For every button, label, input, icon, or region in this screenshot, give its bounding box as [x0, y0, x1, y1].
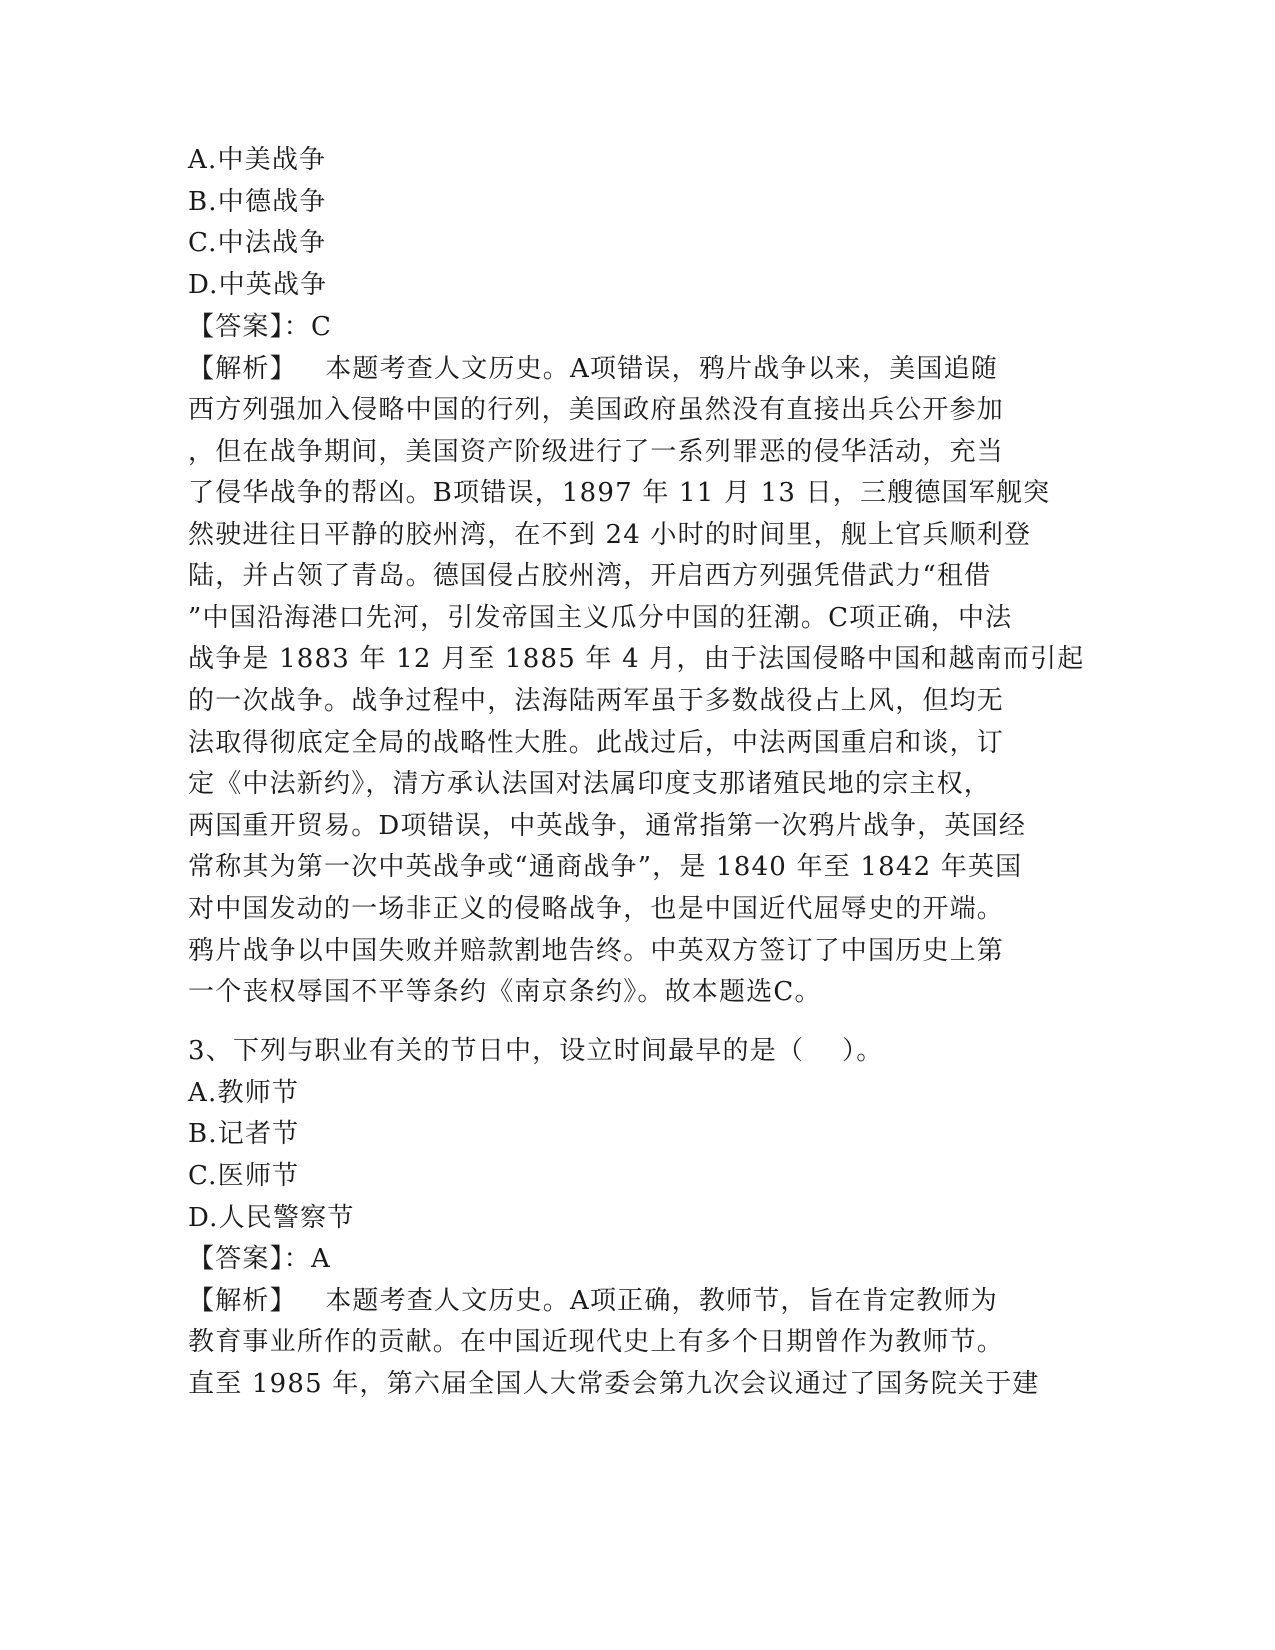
- q2-option-a: A.中美战争: [188, 145, 327, 175]
- q3-option-b: B.记者节: [188, 1119, 300, 1149]
- q2-analysis-line: 一个丧权辱国不平等条约《南京条约》。故本题选C。: [188, 977, 822, 1007]
- q2-analysis-line: 鸦片战争以中国失败并赔款割地告终。中英双方签订了中国历史上第: [188, 936, 1005, 966]
- q3-stem: 3、下列与职业有关的节日中，设立时间最早的是（ ）。: [188, 1036, 884, 1066]
- q3-analysis-line: 直至 1985 年，第六届全国人大常委会第九次会议通过了国务院关于建: [188, 1369, 1040, 1399]
- q2-analysis-line: 的一次战争。战争过程中，法海陆两军虽于多数战役占上风，但均无: [188, 686, 1005, 716]
- q2-analysis-line: 法取得彻底定全局的战略性大胜。此战过后，中法两国重启和谈，订: [188, 728, 1005, 758]
- q2-answer: 【答案】：C: [188, 312, 333, 342]
- q3-analysis-line: 【解析】 本题考查人文历史。A项正确，教师节，旨在肯定教师为: [188, 1286, 998, 1316]
- q2-option-d: D.中英战争: [188, 270, 328, 300]
- q2-analysis-line: ”中国沿海港口先河，引发帝国主义瓜分中国的狂潮。C项正确，中法: [188, 603, 1013, 633]
- q2-analysis-line: 常称其为第一次中英战争或“通商战争”，是 1840 年至 1842 年英国: [188, 852, 1023, 882]
- q2-analysis-line: 对中国发动的一场非正义的侵略战争，也是中国近代屈辱史的开端。: [188, 894, 1005, 924]
- q2-option-b: B.中德战争: [188, 187, 327, 217]
- q2-analysis-line: 【解析】 本题考查人文历史。A项错误，鸦片战争以来，美国追随: [188, 354, 998, 384]
- q3-option-a: A.教师节: [188, 1078, 300, 1108]
- q3-analysis-line: 教育事业所作的贡献。在中国近现代史上有多个日期曾作为教师节。: [188, 1327, 1005, 1357]
- q2-analysis-line: 陆，并占领了青岛。德国侵占胶州湾，开启西方列强凭借武力“租借: [188, 561, 992, 591]
- q2-analysis-line: 然驶进往日平静的胶州湾，在不到 24 小时的时间里，舰上官兵顺利登: [188, 520, 1032, 550]
- q2-analysis-line: 了侵华战争的帮凶。B项错误，1897 年 11 月 13 日，三艘德国军舰突: [188, 478, 1051, 508]
- q2-analysis-line: 定《中法新约》，清方承认法国对法属印度支那诸殖民地的宗主权，: [188, 769, 992, 799]
- q2-analysis-line: 战争是 1883 年 12 月至 1885 年 4 月，由于法国侵略中国和越南而引起: [188, 644, 1085, 674]
- q3-answer: 【答案】：A: [188, 1244, 331, 1274]
- q3-option-c: C.医师节: [188, 1161, 300, 1191]
- q3-option-d: D.人民警察节: [188, 1203, 355, 1233]
- q2-analysis-line: 两国重开贸易。D项错误，中英战争，通常指第一次鸦片战争，英国经: [188, 811, 1027, 841]
- q2-analysis-line: ，但在战争期间，美国资产阶级进行了一系列罪恶的侵华活动，充当: [188, 437, 1005, 467]
- q2-analysis-line: 西方列强加入侵略中国的行列，美国政府虽然没有直接出兵公开参加: [188, 395, 1005, 425]
- q2-option-c: C.中法战争: [188, 228, 327, 258]
